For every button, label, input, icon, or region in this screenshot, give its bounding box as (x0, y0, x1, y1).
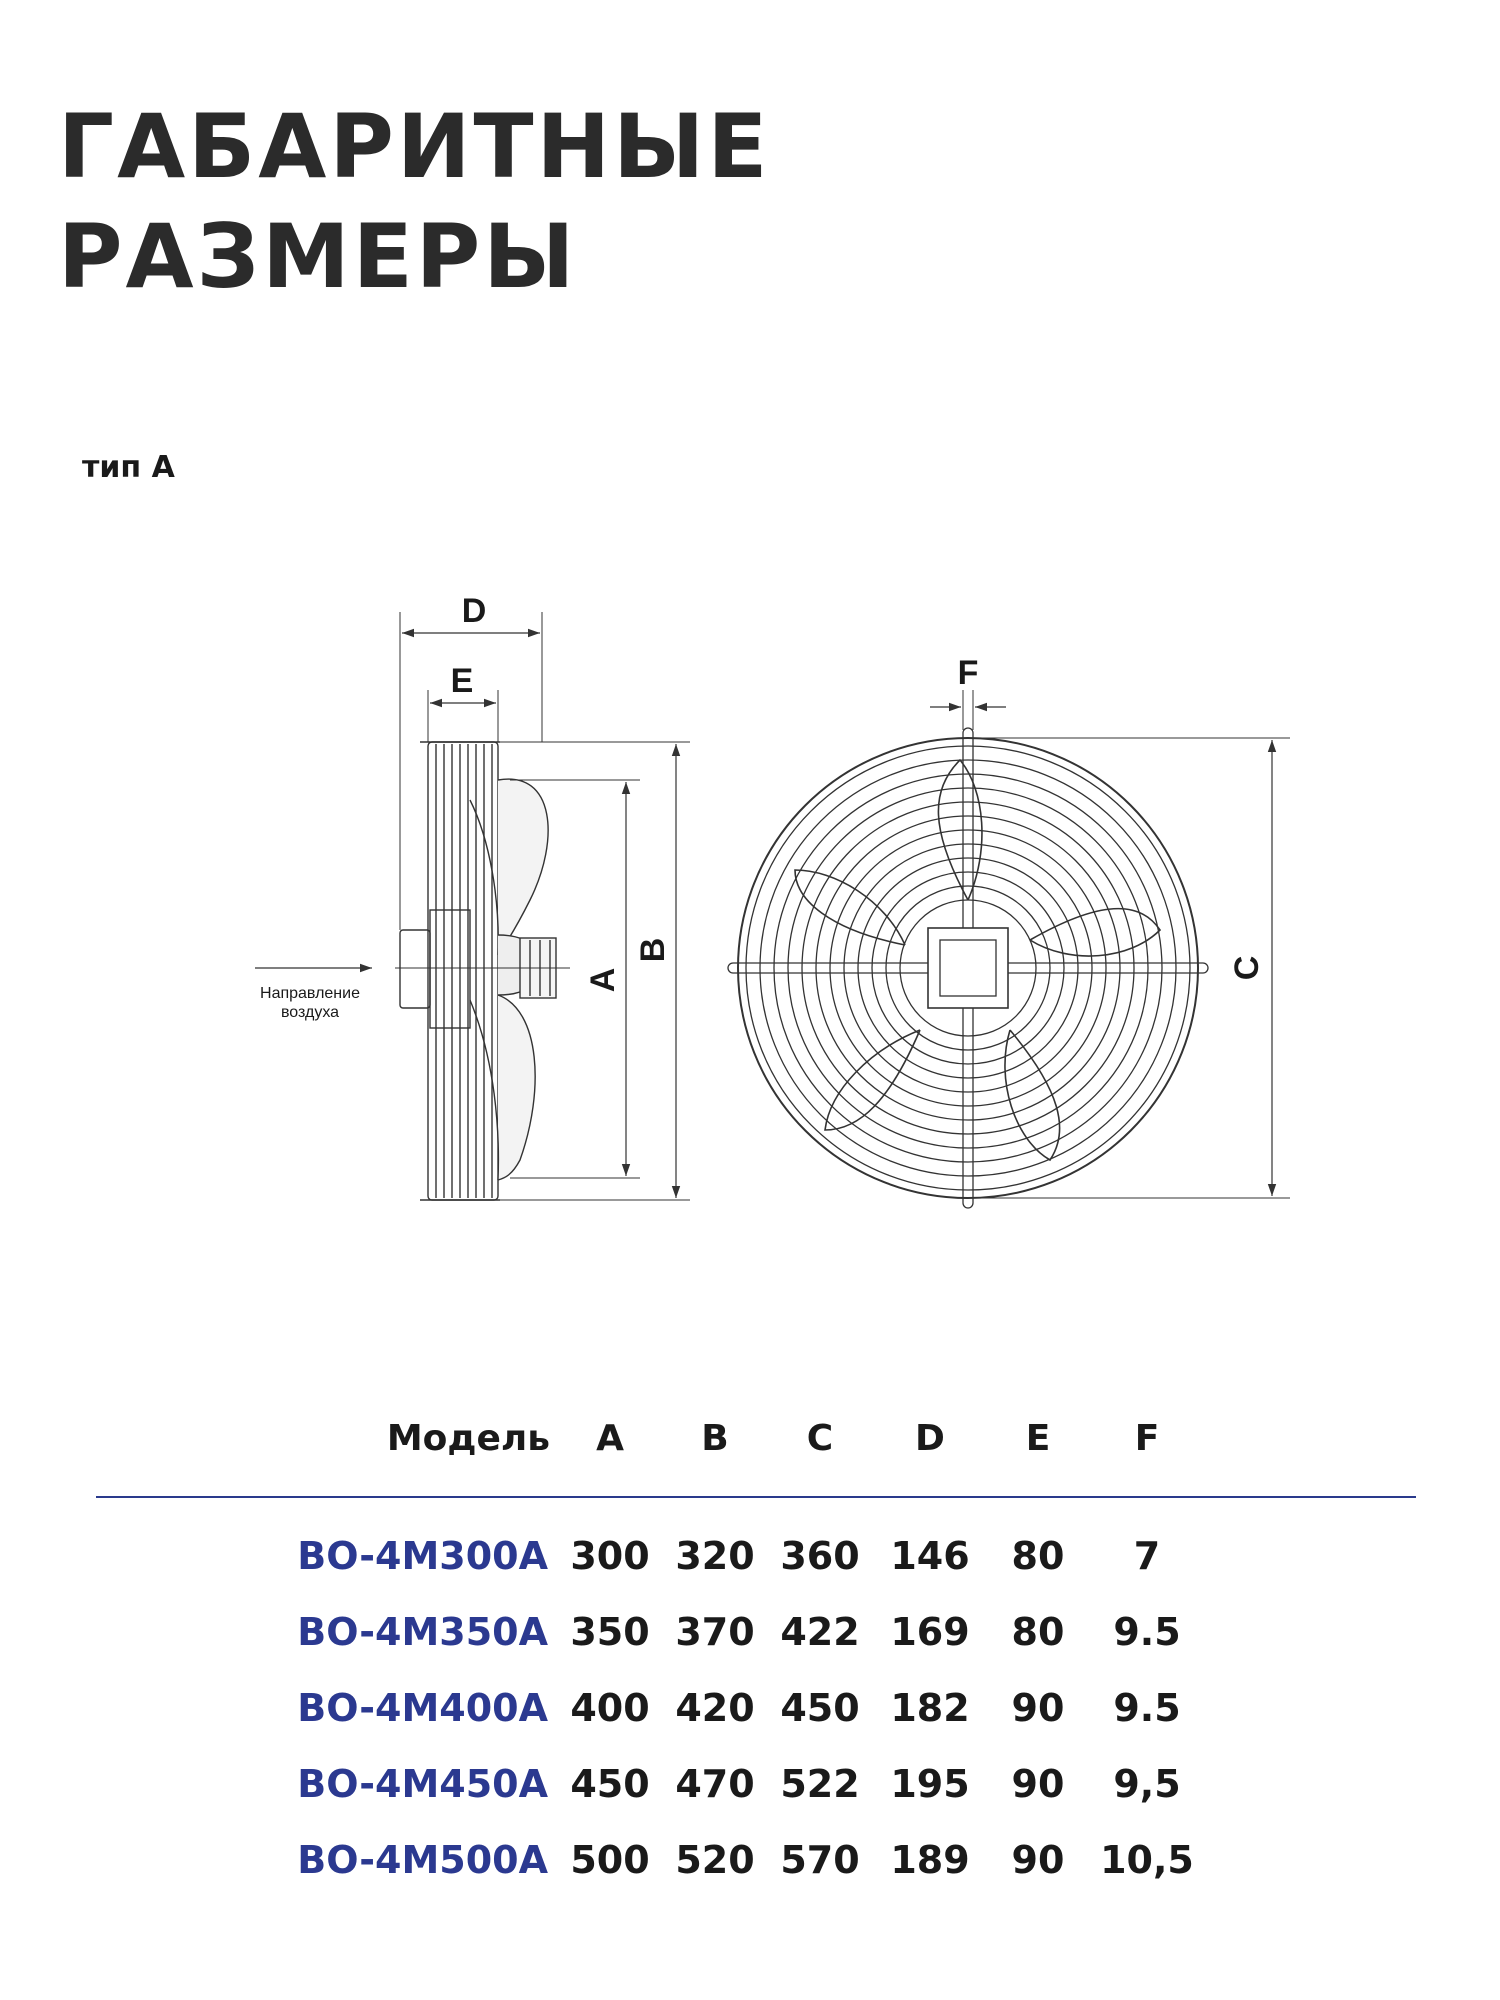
table-row (0, 1526, 1500, 1602)
cell-a: 400 (570, 1686, 650, 1730)
dim-label-d: D (461, 592, 487, 630)
front-view (728, 690, 1290, 1208)
cell-f: 10,5 (1100, 1838, 1194, 1882)
cell-f: 9,5 (1113, 1762, 1181, 1806)
header-b: B (701, 1418, 729, 1459)
cell-c: 522 (780, 1762, 860, 1806)
table-row (0, 1602, 1500, 1678)
cell-d: 146 (890, 1534, 970, 1578)
dim-label-f: F (957, 654, 979, 692)
fan-dimension-drawing (0, 560, 1500, 1240)
cell-e: 90 (1011, 1686, 1065, 1730)
cell-a: 450 (570, 1762, 650, 1806)
cell-e: 90 (1011, 1838, 1065, 1882)
header-model: Модель (386, 1418, 550, 1459)
cell-c: 570 (780, 1838, 860, 1882)
cell-d: 195 (890, 1762, 970, 1806)
table-row (0, 1678, 1500, 1754)
table-header-row (0, 1418, 1500, 1478)
cell-a: 350 (570, 1610, 650, 1654)
model-name: BO-4M450A (297, 1762, 548, 1806)
cell-d: 182 (890, 1686, 970, 1730)
cell-b: 520 (675, 1838, 755, 1882)
cell-e: 80 (1011, 1534, 1065, 1578)
cell-b: 470 (675, 1762, 755, 1806)
cell-d: 169 (890, 1610, 970, 1654)
model-name: BO-4M350A (297, 1610, 548, 1654)
cell-f: 9.5 (1113, 1686, 1181, 1730)
cell-c: 450 (780, 1686, 860, 1730)
dim-label-a: A (584, 967, 622, 993)
airflow-label-line1: Направление (260, 985, 360, 1002)
header-a: A (596, 1418, 624, 1459)
side-view (255, 612, 690, 1200)
dim-label-e: E (450, 662, 474, 700)
header-f: F (1134, 1418, 1160, 1459)
cell-b: 320 (675, 1534, 755, 1578)
dim-label-c: C (1228, 955, 1266, 981)
model-name: BO-4M400A (297, 1686, 548, 1730)
cell-d: 189 (890, 1838, 970, 1882)
type-subtitle: тип А (82, 450, 175, 485)
cell-b: 420 (675, 1686, 755, 1730)
header-c: C (806, 1418, 834, 1459)
header-e: E (1025, 1418, 1051, 1459)
table-row (0, 1830, 1500, 1906)
model-name: BO-4M300A (297, 1534, 548, 1578)
cell-c: 422 (780, 1610, 860, 1654)
cell-a: 300 (570, 1534, 650, 1578)
cell-a: 500 (570, 1838, 650, 1882)
cell-f: 7 (1133, 1534, 1161, 1578)
cell-f: 9.5 (1113, 1610, 1181, 1654)
cell-e: 90 (1011, 1762, 1065, 1806)
page-title-line2: РАЗМЕРЫ (58, 205, 578, 308)
dim-label-b: B (634, 937, 672, 963)
page-title (58, 92, 770, 312)
header-d: D (915, 1418, 945, 1459)
cell-c: 360 (780, 1534, 860, 1578)
airflow-label-line2: воздуха (280, 1004, 340, 1021)
dimensions-table (0, 1526, 1500, 1906)
table-divider (96, 1496, 1416, 1498)
page-title-line1: ГАБАРИТНЫЕ (58, 95, 771, 198)
table-row (0, 1754, 1500, 1830)
cell-b: 370 (675, 1610, 755, 1654)
cell-e: 80 (1011, 1610, 1065, 1654)
model-name: BO-4M500A (297, 1838, 548, 1882)
